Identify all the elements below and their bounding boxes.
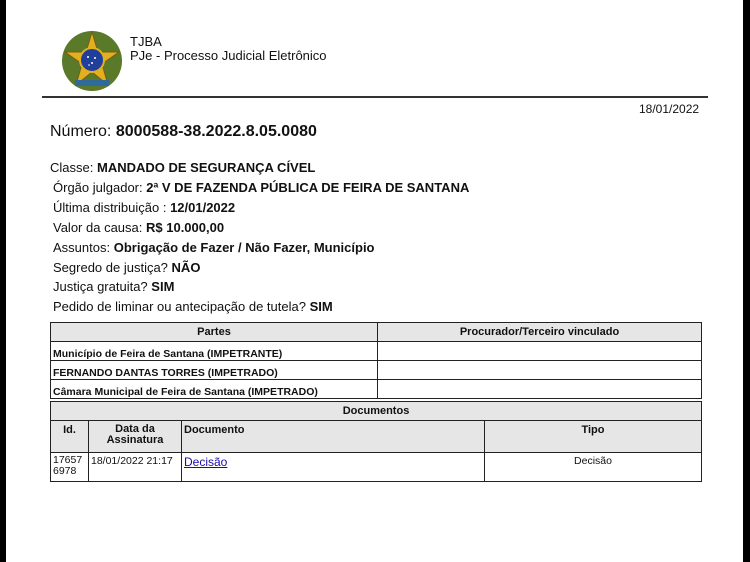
table-row xyxy=(51,453,702,482)
procurador-cell xyxy=(378,342,702,361)
procurador-header: Procurador/Terceiro vinculado xyxy=(378,323,702,342)
procurador-cell xyxy=(378,361,702,380)
doc-id: 17657 6978 xyxy=(51,453,89,482)
info-distribuicao xyxy=(53,200,235,215)
documentos-title: Documentos xyxy=(51,402,702,421)
parte-name: Município de Feira de Santana (IMPETRANTE) xyxy=(51,342,378,361)
doc-tipo: Decisão xyxy=(485,453,702,482)
print-date: 18/01/2022 xyxy=(639,102,700,116)
table-row xyxy=(51,342,702,361)
orgao-label: Órgão julgador: xyxy=(53,180,143,195)
segredo-value: NÃO xyxy=(171,260,201,275)
assuntos-value: Obrigação de Fazer / Não Fazer, Município xyxy=(113,240,375,255)
info-assuntos xyxy=(53,240,375,255)
distribuicao-value: 12/01/2022 xyxy=(170,200,236,215)
doc-data: 18/01/2022 21:17 xyxy=(89,453,182,482)
doc-link-cell xyxy=(182,453,485,482)
info-orgao xyxy=(53,180,469,195)
court-name: TJBA xyxy=(130,34,162,49)
valor-value: R$ 10.000,00 xyxy=(146,220,225,235)
process-number xyxy=(50,123,317,141)
table-row xyxy=(51,380,702,399)
header-divider xyxy=(42,96,708,98)
classe-label: Classe: xyxy=(50,160,94,175)
parte-name: FERNANDO DANTAS TORRES (IMPETRADO) xyxy=(51,361,378,380)
info-gratuita xyxy=(53,279,174,294)
gratuita-value: SIM xyxy=(151,279,175,294)
info-classe xyxy=(50,160,315,175)
system-name: PJe - Processo Judicial Eletrônico xyxy=(130,48,327,63)
gratuita-label: Justiça gratuita? xyxy=(53,279,148,294)
parte-name: Câmara Municipal de Feira de Santana (IMPETRADO) xyxy=(51,380,378,399)
info-liminar xyxy=(53,299,333,314)
orgao-value: 2ª V DE FAZENDA PÚBLICA DE FEIRA DE SANTANA xyxy=(146,180,470,195)
numero-value: 8000588-38.2022.8.05.0080 xyxy=(115,123,317,140)
documento-link[interactable]: Decisão xyxy=(184,455,228,469)
brazil-coat-of-arms-icon xyxy=(59,28,125,94)
tipo-header: Tipo xyxy=(485,421,702,453)
segredo-label: Segredo de justiça? xyxy=(53,260,168,275)
id-header: Id. xyxy=(51,421,89,453)
valor-label: Valor da causa: xyxy=(53,220,143,235)
document-page xyxy=(6,0,743,562)
documento-header: Documento xyxy=(182,421,485,453)
data-assinatura-header: Data da Assinatura xyxy=(89,421,182,453)
classe-value: MANDADO DE SEGURANÇA CÍVEL xyxy=(96,160,316,175)
documentos-table xyxy=(50,401,702,482)
partes-header: Partes xyxy=(51,323,378,342)
info-segredo xyxy=(53,260,200,275)
liminar-value: SIM xyxy=(309,299,333,314)
table-row xyxy=(51,361,702,380)
numero-label: Número: xyxy=(50,123,112,140)
partes-table xyxy=(50,322,702,399)
liminar-label: Pedido de liminar ou antecipação de tutela? xyxy=(53,299,306,314)
info-valor xyxy=(53,220,224,235)
distribuicao-label: Última distribuição : xyxy=(53,200,167,215)
assuntos-label: Assuntos: xyxy=(53,240,111,255)
procurador-cell xyxy=(378,380,702,399)
